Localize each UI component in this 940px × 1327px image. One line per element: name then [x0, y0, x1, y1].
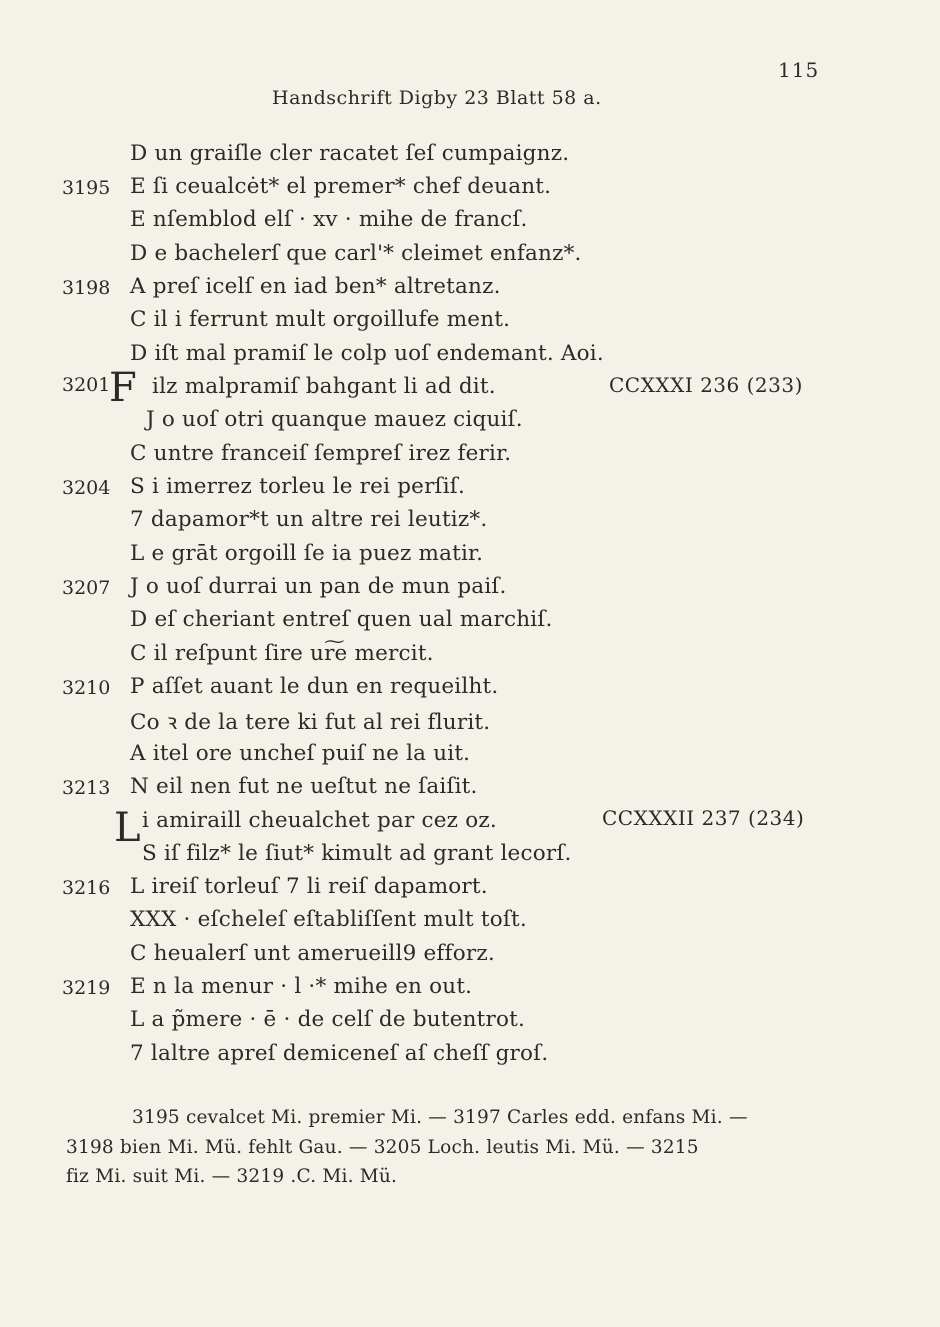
verse-line: E nſemblod elſ · xv · mihe de francſ.	[130, 207, 528, 232]
laisse-reference: CCXXXII 237 (234)	[602, 806, 805, 830]
running-header: Handschrift Digby 23 Blatt 58 a.	[272, 87, 602, 109]
page-number: 115	[778, 58, 820, 82]
footnote-line: fiz Mi. suit Mi. — 3219 .C. Mi. Mü.	[66, 1166, 398, 1187]
verse-line: D e bachelerſ que carl'* cleimet enfanz*.	[130, 241, 582, 266]
verse-line: C il i ferrunt mult orgoillufe ment.	[130, 307, 511, 332]
verse-line: S iſ filz* le ſiut* kimult ad grant lecorſ.	[142, 841, 572, 866]
line-number: 3201	[62, 374, 111, 396]
verse-line: XXX · eſcheleſ eſtabliſſent mult toſt.	[130, 907, 527, 932]
verse-line: N eil nen fut ne ueſtut ne ſaiſit.	[130, 774, 478, 799]
verse-line: L a p̃mere · ē · de celſ de butentrot.	[130, 1007, 525, 1032]
verse-line: A preſ icelſ en iad ben* altretanz.	[130, 274, 501, 299]
verse-line: ilz malpramiſ bahgant li ad dit.	[152, 374, 496, 399]
verse-line: J o uoſ otri quanque mauez ciquiſ.	[146, 407, 523, 432]
verse-line: E n la menur · l ·* mihe en out.	[130, 974, 473, 999]
line-number: 3198	[62, 277, 111, 299]
line-number: 3207	[62, 577, 111, 599]
verse-line: S i imerrez torleu le rei perſiſ.	[130, 474, 465, 499]
verse-line: C il reſpunt ſire ur͠e mercit.	[130, 641, 434, 666]
verse-line: D iſt mal pramiſ le colp uoſ endemant. Aoi.	[130, 341, 604, 366]
verse-line: J o uoſ durrai un pan de mun paiſ.	[130, 574, 507, 599]
verse-line: A itel ore uncheſ puiſ ne la uit.	[130, 741, 471, 766]
footnote-line: 3195 cevalcet Mi. premier Mi. — 3197 Carles edd. enfans Mi. —	[132, 1107, 748, 1128]
verse-line: C untre franceiſ ſempreſ irez ferir.	[130, 441, 512, 466]
line-number: 3204	[62, 477, 111, 499]
line-number: 3195	[62, 177, 111, 199]
line-number: 3219	[62, 977, 111, 999]
verse-line: L e grāt orgoill ſe ia puez matir.	[130, 541, 484, 566]
verse-line: L ireiſ torleuſ 7 li reiſ dapamort.	[130, 874, 488, 899]
line-number: 3210	[62, 677, 111, 699]
verse-line: 7 laltre apreſ demiceneſ aſ cheſſ groſ.	[130, 1041, 549, 1066]
verse-line: P aſſet auant le dun en requeilht.	[130, 674, 499, 699]
initial-letter-L: L	[114, 805, 141, 851]
footnote-line: 3198 bien Mi. Mü. fehlt Gau. — 3205 Loch. leutis Mi. Mü. — 3215	[66, 1137, 699, 1158]
initial-letter-F: F	[109, 365, 137, 411]
verse-line: D eſ cheriant entreſ quen ual marchiſ.	[130, 607, 553, 632]
laisse-reference: CCXXXI 236 (233)	[609, 373, 803, 397]
verse-line: 7 dapamor*t un altre rei leutiz*.	[130, 507, 488, 532]
line-number: 3213	[62, 777, 111, 799]
verse-line: E ſi ceualcėt* el premer* chef deuant.	[130, 174, 552, 199]
line-number: 3216	[62, 877, 111, 899]
verse-line: C heualerſ unt amerueill9 efforz.	[130, 941, 495, 966]
verse-line: D un graiſle cler racatet ſeſ cumpaignz.	[130, 141, 570, 166]
verse-line: Co ꝛ de la tere ki fut al rei flurit.	[130, 710, 491, 735]
verse-line: i amiraill cheualchet par cez oz.	[142, 808, 497, 833]
